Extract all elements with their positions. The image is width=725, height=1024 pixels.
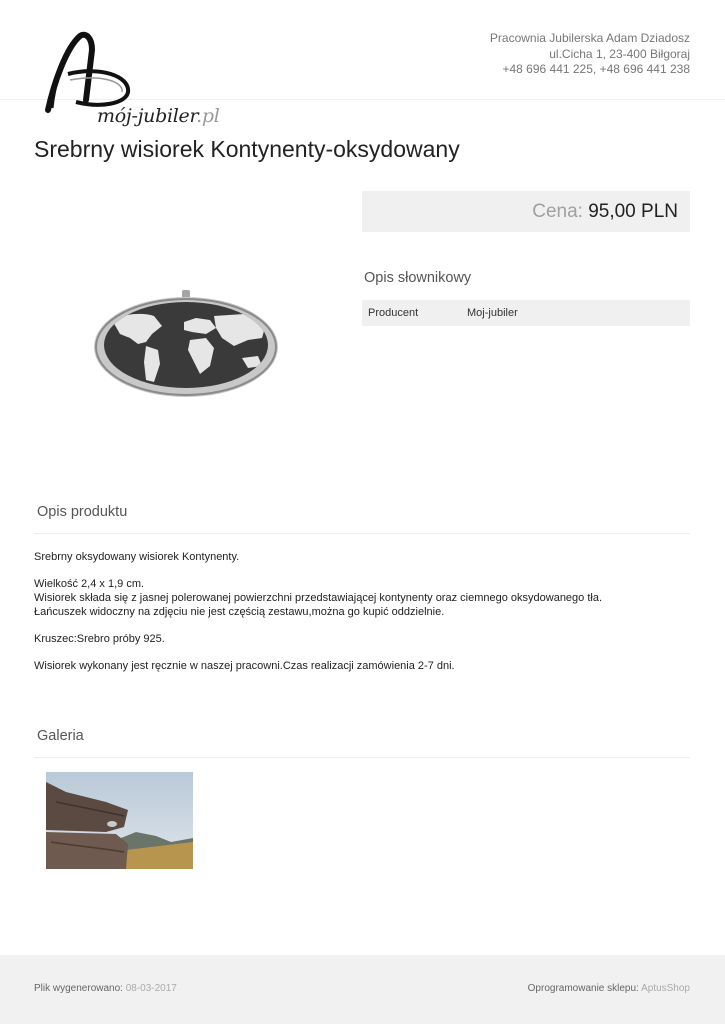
description-divider [34,533,690,534]
description-heading: Opis produktu [37,504,128,520]
description-line: Srebrny oksydowany wisiorek Kontynenty. [34,551,240,563]
price-box [362,191,690,232]
attribute-row [362,300,690,326]
gallery-thumbnail[interactable] [46,772,193,869]
footer-software [528,983,690,994]
shop-info [490,31,690,78]
footer [0,955,725,1024]
software-link[interactable]: AptusShop [641,983,690,994]
product-description [34,550,694,686]
shop-address: ul.Cicha 1, 23-400 Biłgoraj [549,46,690,61]
product-title: Srebrny wisiorek Kontynenty-oksydowany [34,136,460,162]
description-line: Kruszec:Srebro próby 925. [34,633,165,645]
description-line: Łańcuszek widoczny na zdjęciu nie jest częścią zestawu,można go kupić oddzielnie. [34,606,445,618]
description-line: Wielkość 2,4 x 1,9 cm. [34,578,145,590]
price-value: 95,00 PLN [588,201,678,222]
footer-generated [34,983,177,994]
dictionary-heading: Opis słownikowy [364,270,472,286]
generated-label: Plik wygenerowano: [34,983,123,994]
gallery-divider [34,757,690,758]
description-line: Wisiorek składa się z jasnej polerowanej powierzchni przedstawiającej kontynenty oraz ciemnego oksydowanego tła. [34,592,603,604]
product-image [34,242,334,402]
gallery-heading: Galeria [37,728,84,744]
attribute-name: Producent [368,307,419,319]
price-label: Cena: [532,201,583,222]
attribute-value: Moj-jubiler [467,307,518,319]
generated-date: 08-03-2017 [125,983,177,994]
description-line: Wisiorek wykonany jest ręcznie w naszej pracowni.Czas realizacji zamówienia 2-7 dni. [34,660,455,672]
software-label: Oprogramowanie sklepu: [527,983,639,994]
shop-phones: +48 696 441 225, +48 696 441 238 [502,62,690,76]
logo-text: mój-jubiler.pl [97,105,220,127]
shop-name: Pracownia Jubilerska Adam Dziadosz [489,31,690,45]
